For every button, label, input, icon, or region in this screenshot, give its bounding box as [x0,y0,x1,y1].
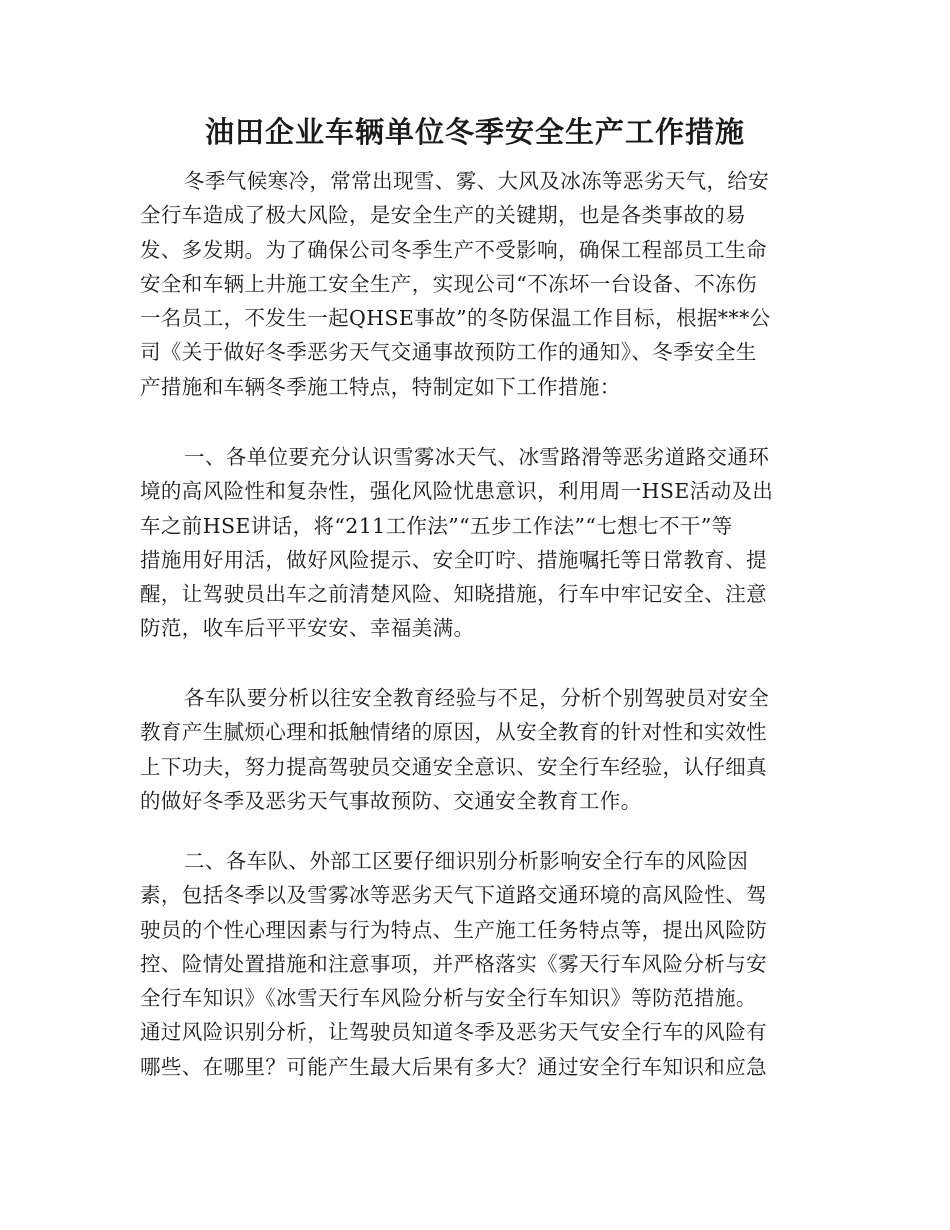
text-line: 驶员的个性心理因素与行为特点、生产施工任务特点等，提出风险防 [140,917,767,942]
text-line: 一、各单位要充分认识雪雾冰天气、冰雪路滑等恶劣道路交通环 [184,445,770,469]
text-line: 防范，收车后平平安安、幸福美满。 [140,616,475,641]
paragraph-measure-1 [140,440,773,646]
text-line: 教育产生腻烦心理和抵触情绪的原因，从安全教育的针对性和实效性 [140,720,767,745]
paragraph-team-education [140,681,769,818]
text-line: 的做好冬季及恶劣天气事故预防、交通安全教育工作。 [140,788,642,813]
text-line: 全行车造成了极大风险，是安全生产的关键期，也是各类事故的易 [140,203,747,228]
text-line: 哪些、在哪里？可能产生最大后果有多大？通过安全行车知识和应急 [140,1054,767,1079]
text-line: 措施用好用活，做好风险提示、安全叮咛、措施嘱托等日常教育、提 [140,547,767,572]
text-line: 通过风险识别分析，让驾驶员知道冬季及恶劣天气安全行车的风险有 [140,1020,767,1045]
text-line: 冬季气候寒冷，常常出现雪、雾、大风及冰冻等恶劣天气，给安 [184,169,770,193]
text-line: 发、多发期。为了确保公司冬季生产不受影响，确保工程部员工生命 [140,237,767,262]
paragraph-measure-2 [140,844,767,1084]
text-line: 车之前HSE讲话，将“211工作法”“五步工作法”“七想七不干”等 [140,513,733,538]
text-line: 境的高风险性和复杂性，强化风险忧患意识，利用周一HSE活动及出 [140,479,774,504]
text-line: 上下功夫，努力提高驾驶员交通安全意识、安全行车经验，认仔细真 [140,754,767,779]
text-line: 醒，让驾驶员出车之前清楚风险、知晓措施，行车中牢记安全、注意 [140,582,767,607]
text-line: 全行车知识》《冰雪天行车风险分析与安全行车知识》等防范措施。 [140,986,757,1011]
paragraph-intro [140,164,805,404]
text-line: 一名员工，不发生一起QHSE事故”的冬防保温工作目标，根据***公 [140,306,771,331]
document-body [140,164,805,1079]
text-line: 控、险情处置措施和注意事项，并严格落实《雾天行车风险分析与安 [140,951,767,976]
document-title: 油田企业车辆单位冬季安全生产工作措施 [204,115,745,149]
text-line: 各车队要分析以往安全教育经验与不足，分析个别驾驶员对安全 [184,686,770,710]
text-line: 二、各车队、外部工区要仔细识别分析影响安全行车的风险因 [184,849,749,873]
text-line: 司《关于做好冬季恶劣天气交通事故预防工作的通知》、冬季安全生 [140,340,757,365]
text-line: 产措施和车辆冬季施工特点，特制定如下工作措施： [140,374,621,399]
text-line: 安全和车辆上井施工安全生产，实现公司“不冻坏一台设备、不冻伤 [140,271,757,296]
text-line: 素，包括冬季以及雪雾冰等恶劣天气下道路交通环境的高风险性、驾 [140,883,767,908]
